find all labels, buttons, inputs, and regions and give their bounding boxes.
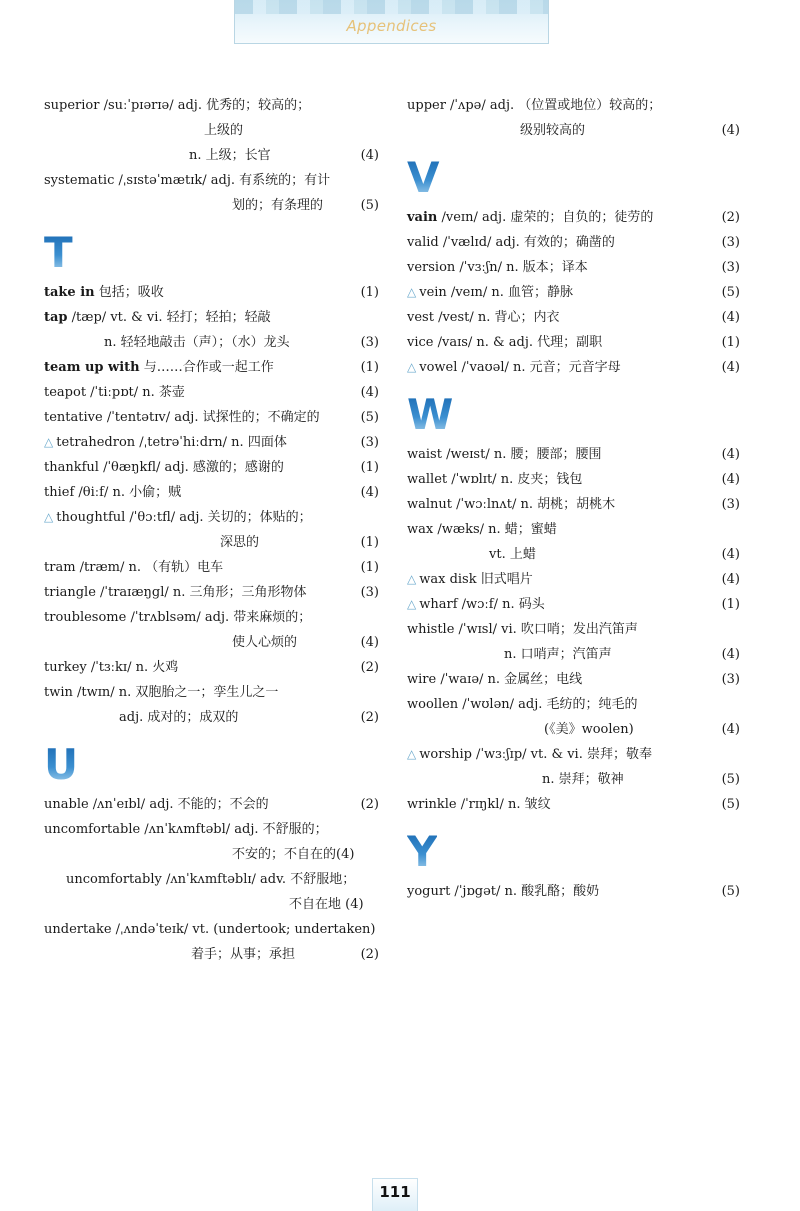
- entry-text: wharf /wɔːf/ n. 码头: [419, 597, 545, 612]
- entry-line: [44, 168, 379, 193]
- unit-number: (4): [360, 385, 379, 400]
- glossary-entry: [407, 442, 740, 467]
- entry-text: 级别较高的: [520, 123, 586, 138]
- entry-text: wax disk 旧式唱片: [419, 572, 533, 587]
- unit-number: (5): [721, 797, 740, 812]
- entry-line: [407, 205, 740, 230]
- triangle-marker-icon: △: [407, 360, 417, 374]
- entry-text: superior /suːˈpɪərɪə/ adj. 优秀的；较高的；: [44, 98, 311, 113]
- entry-line: [44, 193, 379, 218]
- entry-text: turkey /ˈtɜːkɪ/ n. 火鸡: [44, 660, 179, 675]
- entry-text: n. 口哨声；汽笛声: [504, 647, 612, 662]
- glossary-entry: [44, 917, 379, 967]
- entry-line: [44, 355, 379, 380]
- glossary-entry: [407, 355, 740, 380]
- unit-number: (4): [721, 547, 740, 562]
- entry-line: [44, 580, 379, 605]
- glossary-entry: [407, 280, 740, 305]
- glossary-entry: [44, 792, 379, 817]
- unit-number: (1): [360, 360, 379, 375]
- entry-text: valid /ˈvælɪd/ adj. 有效的；确凿的: [407, 235, 615, 250]
- glossary-entry: [407, 792, 740, 817]
- entry-line: [407, 230, 740, 255]
- entry-line: [44, 530, 379, 555]
- unit-number: (1): [721, 335, 740, 350]
- entry-text: 不安的；不自在的(4): [232, 847, 355, 862]
- entry-text: adj. 成对的；成双的: [119, 710, 239, 725]
- entry-text: waist /weɪst/ n. 腰；腰部；腰围: [407, 447, 602, 462]
- entry-text: tram /træm/ n. （有轨）电车: [44, 560, 224, 575]
- entry-text: thief /θiːf/ n. 小偷；贼: [44, 485, 182, 500]
- entry-text: 不自在地 (4): [289, 897, 364, 912]
- entry-line: [407, 767, 740, 792]
- entry-line: [44, 93, 379, 118]
- glossary-entry: [44, 480, 379, 505]
- entry-line: [44, 143, 379, 168]
- entry-line: [407, 692, 740, 717]
- unit-number: (1): [360, 460, 379, 475]
- entry-text: n. 轻轻地敲击（声）；（水）龙头: [104, 335, 290, 350]
- entry-line: [44, 630, 379, 655]
- unit-number: (4): [721, 123, 740, 138]
- entry-line: [407, 667, 740, 692]
- unit-number: (4): [721, 472, 740, 487]
- section-letter-glyph: V: [407, 153, 440, 202]
- entry-text: troublesome /ˈtrʌblsəm/ adj. 带来麻烦的；: [44, 610, 312, 625]
- entry-text: wrinkle /ˈrɪŋkl/ n. 皱纹: [407, 797, 551, 812]
- entry-text: vt. 上蜡: [489, 547, 536, 562]
- headword: vain: [407, 210, 438, 225]
- header-decoration: [235, 0, 548, 14]
- entry-text: 着手；从事；承担: [191, 947, 296, 962]
- unit-number: (2): [360, 797, 379, 812]
- section-letter: [407, 151, 740, 203]
- unit-number: (2): [360, 660, 379, 675]
- entry-text: vain /veɪn/ adj. 虚荣的；自负的；徒劳的: [407, 210, 654, 225]
- entry-line: [44, 605, 379, 630]
- unit-number: (4): [721, 722, 740, 737]
- section-letter: [407, 388, 740, 440]
- entry-text: unable /ʌnˈeɪbl/ adj. 不能的；不会的: [44, 797, 269, 812]
- entry-line: [44, 380, 379, 405]
- glossary-entry: [407, 305, 740, 330]
- unit-number: (2): [360, 710, 379, 725]
- entry-line: [44, 867, 379, 892]
- unit-number: (3): [360, 335, 379, 350]
- section-letter: [44, 226, 379, 278]
- entry-line: [407, 280, 740, 305]
- entry-line: [407, 517, 740, 542]
- glossary-entry: [407, 205, 740, 230]
- unit-number: (4): [360, 485, 379, 500]
- header-tab: [234, 0, 549, 44]
- unit-number: (3): [360, 585, 379, 600]
- triangle-marker-icon: △: [407, 285, 417, 299]
- unit-number: (2): [360, 947, 379, 962]
- entry-text: twin /twɪn/ n. 双胞胎之一；孪生儿之一: [44, 685, 279, 700]
- entry-text: undertake /ˌʌndəˈteɪk/ vt. (undertook; undertaken): [44, 922, 376, 937]
- glossary-entry: [407, 617, 740, 667]
- entry-line: [44, 892, 379, 917]
- glossary-entry: [407, 742, 740, 792]
- headword: take in: [44, 285, 95, 300]
- glossary-entry: [407, 492, 740, 517]
- entry-line: [407, 617, 740, 642]
- entry-line: [407, 642, 740, 667]
- entry-line: [44, 917, 379, 942]
- unit-number: (4): [360, 635, 379, 650]
- triangle-marker-icon: △: [407, 572, 417, 586]
- glossary-entry: [44, 680, 379, 730]
- unit-number: (1): [360, 560, 379, 575]
- glossary-entry: [407, 592, 740, 617]
- glossary-entry: [44, 280, 379, 305]
- entry-text: team up with 与……合作或一起工作: [44, 360, 274, 375]
- glossary-entry: [407, 255, 740, 280]
- entry-line: [44, 792, 379, 817]
- entry-text: worship /ˈwɜːʃɪp/ vt. & vi. 崇拜；敬奉: [419, 747, 652, 762]
- section-title: Appendices: [346, 17, 437, 35]
- entry-text: wire /ˈwaɪə/ n. 金属丝；电线: [407, 672, 583, 687]
- entry-text: thoughtful /ˈθɔːtfl/ adj. 关切的；体贴的；: [56, 510, 312, 525]
- entry-line: [407, 717, 740, 742]
- entry-line: [44, 118, 379, 143]
- unit-number: (5): [721, 884, 740, 899]
- entry-line: [44, 655, 379, 680]
- glossary-entry: [407, 879, 740, 904]
- entry-line: [407, 442, 740, 467]
- entry-line: [44, 305, 379, 330]
- entry-line: [407, 355, 740, 380]
- entry-line: [407, 467, 740, 492]
- entry-line: [407, 792, 740, 817]
- section-letter: [407, 825, 740, 877]
- entry-line: [407, 305, 740, 330]
- triangle-marker-icon: △: [44, 510, 54, 524]
- glossary-entry: [407, 692, 740, 742]
- entry-line: [44, 430, 379, 455]
- entry-text: (《美》woolen): [544, 722, 634, 737]
- entry-text: take in 包括；吸收: [44, 285, 164, 300]
- glossary-entry: [44, 505, 379, 555]
- glossary-entry: [44, 93, 379, 168]
- glossary-entry: [407, 230, 740, 255]
- glossary-entry: [44, 555, 379, 580]
- glossary-entry: [44, 580, 379, 605]
- section-letter-glyph: W: [407, 390, 454, 439]
- unit-number: (3): [721, 235, 740, 250]
- glossary-entry: [407, 330, 740, 355]
- entry-text: 深思的: [220, 535, 260, 550]
- entry-text: vowel /ˈvaʊəl/ n. 元音；元音字母: [419, 360, 621, 375]
- unit-number: (1): [360, 285, 379, 300]
- triangle-marker-icon: △: [407, 597, 417, 611]
- entry-text: uncomfortable /ʌnˈkʌmftəbl/ adj. 不舒服的；: [44, 822, 328, 837]
- unit-number: (4): [360, 148, 379, 163]
- section-letter: [44, 738, 379, 790]
- entry-line: [44, 480, 379, 505]
- glossary-entry: [44, 380, 379, 405]
- glossary-entry: [44, 430, 379, 455]
- entry-text: 使人心烦的: [232, 635, 298, 650]
- entry-text: tap /tæp/ vt. & vi. 轻打；轻拍；轻敲: [44, 310, 271, 325]
- entry-line: [44, 330, 379, 355]
- unit-number: (3): [721, 497, 740, 512]
- entry-line: [44, 817, 379, 842]
- entry-line: [407, 255, 740, 280]
- section-letter-glyph: Y: [407, 827, 438, 876]
- unit-number: (3): [721, 260, 740, 275]
- entry-text: wallet /ˈwɒlɪt/ n. 皮夹；钱包: [407, 472, 583, 487]
- entry-text: 上级的: [204, 123, 244, 138]
- entry-line: [407, 567, 740, 592]
- section-letter-glyph: U: [44, 740, 79, 789]
- entry-line: [407, 118, 740, 143]
- triangle-marker-icon: △: [407, 747, 417, 761]
- unit-number: (4): [721, 572, 740, 587]
- unit-number: (4): [721, 360, 740, 375]
- entry-line: [44, 680, 379, 705]
- unit-number: (5): [721, 285, 740, 300]
- entry-line: [44, 842, 379, 867]
- glossary-entry: [44, 168, 379, 218]
- entry-text: systematic /ˌsɪstəˈmætɪk/ adj. 有系统的；有计: [44, 173, 331, 188]
- entry-line: [407, 592, 740, 617]
- unit-number: (3): [721, 672, 740, 687]
- glossary-entry: [407, 517, 740, 567]
- entry-text: vice /vaɪs/ n. & adj. 代理；副职: [407, 335, 603, 350]
- unit-number: (2): [721, 210, 740, 225]
- entry-line: [407, 742, 740, 767]
- entry-text: tentative /ˈtentətɪv/ adj. 试探性的；不确定的: [44, 410, 320, 425]
- glossary-entry: [407, 93, 740, 143]
- entry-line: [407, 93, 740, 118]
- entry-line: [44, 455, 379, 480]
- unit-number: (3): [360, 435, 379, 450]
- entry-line: [44, 555, 379, 580]
- unit-number: (4): [721, 447, 740, 462]
- entry-line: [44, 405, 379, 430]
- glossary-entry: [44, 355, 379, 380]
- entry-text: thankful /ˈθæŋkfl/ adj. 感激的；感谢的: [44, 460, 284, 475]
- entry-text: vest /vest/ n. 背心；内衣: [407, 310, 560, 325]
- entry-line: [407, 879, 740, 904]
- entry-text: woollen /ˈwʊlən/ adj. 毛纺的；纯毛的: [407, 697, 638, 712]
- headword: tap: [44, 310, 68, 325]
- entry-text: n. 上级；长官: [189, 148, 271, 163]
- entry-line: [407, 330, 740, 355]
- entry-text: 划的；有条理的: [232, 198, 324, 213]
- glossary-entry: [44, 405, 379, 430]
- glossary-entry: [407, 567, 740, 592]
- right-column: [407, 93, 740, 904]
- entry-line: [44, 705, 379, 730]
- glossary-entry: [44, 305, 379, 355]
- unit-number: (5): [360, 198, 379, 213]
- unit-number: (4): [721, 647, 740, 662]
- glossary-entry: [44, 605, 379, 655]
- entry-text: yogurt /ˈjɒgət/ n. 酸乳酪；酸奶: [407, 884, 600, 899]
- glossary-entry: [44, 867, 379, 917]
- section-letter-glyph: T: [44, 228, 73, 277]
- entry-line: [407, 542, 740, 567]
- entry-text: tetrahedron /ˌtetrəˈhiːdrn/ n. 四面体: [56, 435, 287, 450]
- triangle-marker-icon: △: [44, 435, 54, 449]
- left-column: [44, 93, 379, 967]
- unit-number: (1): [360, 535, 379, 550]
- headword: team up with: [44, 360, 140, 375]
- page-number: 111: [372, 1178, 418, 1211]
- entry-text: walnut /ˈwɔːlnʌt/ n. 胡桃；胡桃木: [407, 497, 616, 512]
- glossary-entry: [44, 655, 379, 680]
- glossary-entry: [44, 455, 379, 480]
- glossary-entry: [44, 817, 379, 867]
- unit-number: (5): [721, 772, 740, 787]
- entry-line: [44, 280, 379, 305]
- glossary-entry: [407, 667, 740, 692]
- entry-text: whistle /ˈwɪsl/ vi. 吹口哨；发出汽笛声: [407, 622, 638, 637]
- entry-line: [44, 505, 379, 530]
- unit-number: (1): [721, 597, 740, 612]
- entry-text: teapot /ˈtiːpɒt/ n. 茶壶: [44, 385, 185, 400]
- entry-line: [407, 492, 740, 517]
- entry-text: version /ˈvɜːʃn/ n. 版本；译本: [407, 260, 588, 275]
- entry-text: n. 崇拜；敬神: [542, 772, 624, 787]
- entry-text: triangle /ˈtraɪæŋgl/ n. 三角形；三角形物体: [44, 585, 307, 600]
- unit-number: (5): [360, 410, 379, 425]
- entry-text: vein /veɪn/ n. 血管；静脉: [419, 285, 574, 300]
- glossary-entry: [407, 467, 740, 492]
- unit-number: (4): [721, 310, 740, 325]
- entry-text: upper /ˈʌpə/ adj. （位置或地位）较高的；: [407, 98, 662, 113]
- entry-text: uncomfortably /ʌnˈkʌmftəblɪ/ adv. 不舒服地；: [66, 872, 356, 887]
- entry-line: [44, 942, 379, 967]
- entry-text: wax /wæks/ n. 蜡；蜜蜡: [407, 522, 557, 537]
